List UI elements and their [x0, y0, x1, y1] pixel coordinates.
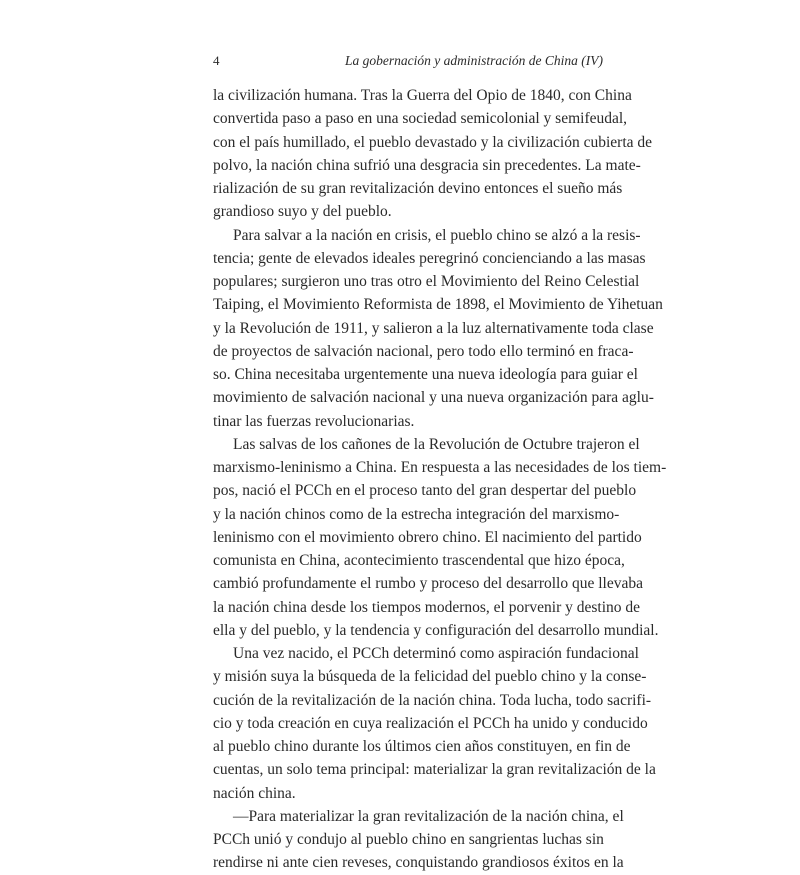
text-line: Una vez nacido, el PCCh determinó como aspiración fundacional	[233, 645, 639, 662]
text-line: pos, nació el PCCh en el proceso tanto del gran despertar del pueblo	[213, 482, 637, 500]
text-line: con el país humillado, el pueblo devastado y la civilización cubierta de	[213, 133, 653, 151]
text-line: rialización de su gran revitalización devino entonces el sueño más	[213, 180, 623, 197]
text-line: ella y del pueblo, y la tendencia y configuración del desarrollo mundial.	[213, 621, 659, 639]
paragraph	[213, 805, 624, 875]
text-line: la nación china desde los tiempos modernos, el porvenir y destino de	[213, 598, 641, 616]
page-header	[213, 53, 603, 73]
text-line: nación china.	[213, 784, 296, 802]
text-line: polvo, la nación china sufrió una desgracia sin precedentes. La mate-	[213, 156, 641, 174]
text-line: la civilización humana. Tras la Guerra del Opio de 1840, con China	[213, 87, 632, 104]
text-line: de proyectos de salvación nacional, pero todo ello terminó en fraca-	[213, 342, 634, 360]
paragraph	[213, 84, 653, 224]
text-line: y la nación chinos como de la estrecha integración del marxismo-	[213, 505, 620, 523]
text-line: —Para materializar la gran revitalización de la nación china, el	[233, 807, 624, 825]
text-line: cio y toda creación en cuya realización el PCCh ha unido y conducido	[213, 714, 648, 732]
text-line: Las salvas de los cañones de la Revolución de Octubre trajeron el	[233, 435, 640, 453]
paragraph	[213, 642, 656, 805]
text-line: cuentas, un solo tema principal: materializar la gran revitalización de la	[213, 761, 656, 779]
text-line: populares; surgieron uno tras otro el Movimiento del Reino Celestial	[213, 273, 640, 290]
text-line: comunista en China, acontecimiento trascendental que hizo época,	[213, 552, 625, 569]
text-line: cambió profundamente el rumbo y proceso del desarrollo que llevaba	[213, 575, 643, 593]
text-line: tencia; gente de elevados ideales peregrinó concienciando a las masas	[213, 249, 646, 267]
text-line: PCCh unió y condujo al pueblo chino en sangrientas luchas sin	[213, 831, 604, 848]
text-line: movimiento de salvación nacional y una nueva organización para aglu-	[213, 389, 654, 407]
text-line: y misión suya la búsqueda de la felicidad del pueblo chino y la conse-	[213, 668, 647, 686]
text-line: leninismo con el movimiento obrero chino. El nacimiento del partido	[213, 528, 642, 546]
text-line: Para salvar a la nación en crisis, el pueblo chino se alzó a la resis-	[233, 226, 641, 244]
page-number: 4	[213, 53, 220, 68]
body-text	[213, 84, 667, 875]
text-line: y la Revolución de 1911, y salieron a la luz alternativamente toda clase	[213, 319, 654, 337]
text-line: al pueblo chino durante los últimos cien años constituyen, en fin de	[213, 738, 631, 755]
text-line: convertida paso a paso en una sociedad semicolonial y semifeudal,	[213, 110, 628, 128]
text-line: rendirse ni ante cien reveses, conquistando grandiosos éxitos en la	[213, 854, 624, 872]
running-title: La gobernación y administración de China (IV)	[345, 53, 603, 68]
paragraph	[213, 433, 667, 642]
paragraph	[213, 224, 663, 433]
text-line: Taiping, el Movimiento Reformista de 1898, el Movimiento de Yihetuan	[213, 296, 663, 314]
text-line: tinar las fuerzas revolucionarias.	[213, 412, 415, 430]
text-line: cución de la revitalización de la nación china. Toda lucha, todo sacrifi-	[213, 691, 652, 709]
text-line: grandioso suyo y del pueblo.	[213, 203, 392, 221]
text-line: so. China necesitaba urgentemente una nueva ideología para guiar el	[213, 366, 638, 383]
text-line: marxismo-leninismo a China. En respuesta a las necesidades de los tiem-	[213, 459, 667, 476]
